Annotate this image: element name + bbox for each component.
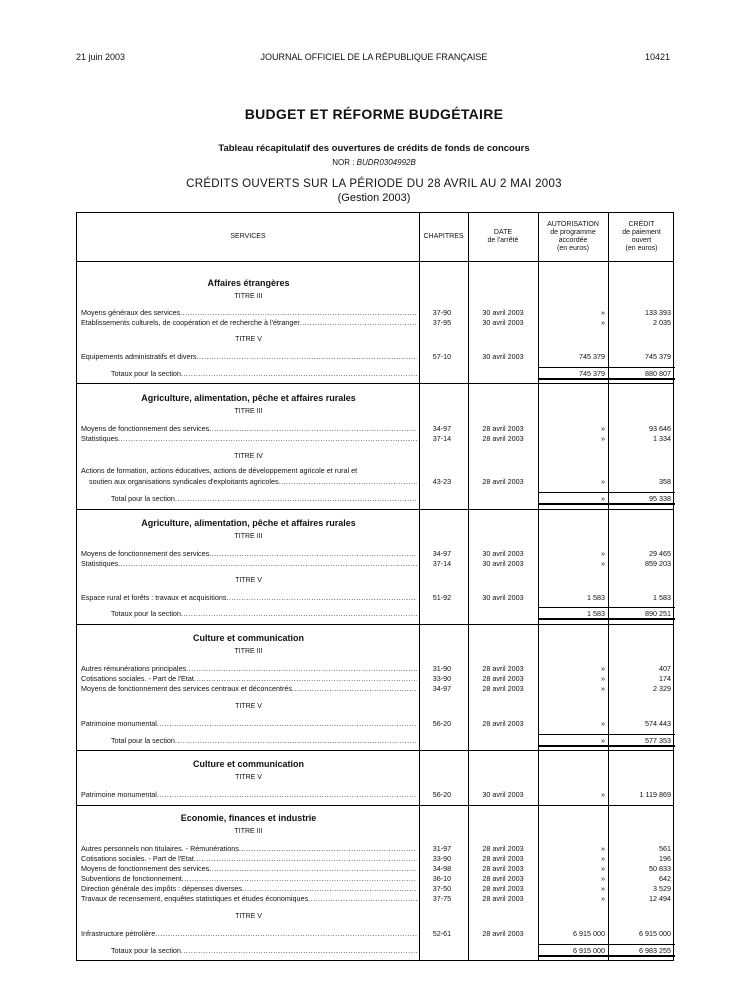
row-date: 30 avril 2003 (482, 308, 524, 317)
row-date: 28 avril 2003 (482, 929, 524, 938)
row-chapitre: 34-98 (432, 864, 452, 873)
table-row (77, 929, 675, 939)
row-date: 28 avril 2003 (482, 434, 524, 443)
table-row (77, 864, 675, 874)
row-date: 28 avril 2003 (482, 844, 524, 853)
row-autorisation: » (601, 477, 605, 486)
table-row (77, 854, 675, 864)
row-label: Moyens généraux des services ..... (81, 308, 417, 318)
row-chapitre: 51-92 (432, 593, 452, 602)
titre-heading: TITRE III (234, 293, 263, 300)
row-label: Subventions de fonctionnement ..... (81, 874, 417, 884)
row-label: Cotisations sociales. - Part de l'Etat ..... (81, 854, 417, 864)
row-date: 28 avril 2003 (482, 719, 524, 728)
nor-label: NOR : (332, 158, 355, 167)
section-separator (77, 805, 673, 806)
row-autorisation: » (601, 674, 605, 683)
section-title: Culture et communication (192, 759, 304, 769)
section-separator (77, 509, 673, 510)
section-title: Agriculture, alimentation, pêche et affaires rurales (141, 393, 356, 403)
row-credit: 133 393 (645, 308, 671, 317)
titre-heading: TITRE V (235, 774, 262, 781)
row-credit: 196 (659, 854, 671, 863)
total-label: Totaux pour la section ..... (111, 369, 417, 379)
row-autorisation: » (601, 424, 605, 433)
page-subtitle: Tableau récapitulatif des ouvertures de crédits de fonds de concours (218, 143, 530, 154)
row-credit: 6 915 000 (639, 929, 671, 938)
col-header-chapitres: CHAPITRES (423, 233, 464, 240)
row-chapitre: 33-90 (432, 854, 452, 863)
row-autorisation: » (601, 318, 605, 327)
total-credit: 577 353 (645, 736, 671, 745)
total-row (77, 494, 675, 504)
header-date: 21 juin 2003 (76, 52, 126, 62)
section-separator (77, 624, 673, 625)
row-label: Direction générale des impôts : dépenses diverses ..... (81, 884, 417, 894)
row-autorisation: » (601, 884, 605, 893)
row-label: Etablissements culturels, de coopération et de recherche à l'étranger ..... (81, 318, 417, 328)
row-chapitre: 37-50 (432, 884, 452, 893)
row-autorisation: » (601, 664, 605, 673)
table-row (77, 790, 675, 800)
row-autorisation: » (601, 559, 605, 568)
row-chapitre: 57-10 (432, 352, 452, 361)
row-chapitre: 34-97 (432, 424, 452, 433)
row-date: 28 avril 2003 (482, 664, 524, 673)
titre-heading: TITRE III (234, 828, 263, 835)
row-credit: 1 583 (653, 593, 671, 602)
row-label-line: Actions de formation, actions éducatives, actions de développement agricole et rural et (81, 466, 358, 475)
total-autorisation: 1 583 (587, 609, 605, 618)
total-credit: 95 338 (649, 494, 671, 503)
row-credit: 642 (659, 874, 671, 883)
row-chapitre: 31-90 (432, 664, 452, 673)
table-row (77, 719, 675, 729)
row-date: 28 avril 2003 (482, 424, 524, 433)
row-autorisation: » (601, 308, 605, 317)
section-title: Affaires étrangères (207, 278, 290, 288)
titre-heading: TITRE V (235, 703, 262, 710)
table-row (77, 674, 675, 684)
row-date: 30 avril 2003 (482, 593, 524, 602)
row-autorisation: » (601, 844, 605, 853)
row-credit: 859 203 (645, 559, 671, 568)
section-separator (77, 750, 673, 751)
titre-heading: TITRE III (234, 648, 263, 655)
section-title: Economie, finances et industrie (180, 813, 317, 823)
row-autorisation: » (601, 434, 605, 443)
credits-table (76, 212, 674, 961)
period-heading: CRÉDITS OUVERTS SUR LA PÉRIODE DU 28 AVRIL AU 2 MAI 2003 (186, 178, 562, 190)
row-credit: 12 494 (649, 894, 671, 903)
row-label: Autres personnels non titulaires. - Rémunérations ..... (81, 844, 417, 854)
total-label: Totaux pour la section ..... (111, 609, 417, 619)
row-autorisation: » (601, 549, 605, 558)
row-label: Moyens de fonctionnement des services ..... (81, 549, 417, 559)
row-label: Infrastructure pétrolière ..... (81, 929, 417, 939)
row-autorisation: » (601, 864, 605, 873)
row-label: Autres rémunérations principales ..... (81, 664, 417, 674)
row-credit: 1 334 (653, 434, 671, 443)
total-row (77, 736, 675, 746)
total-credit: 6 983 255 (639, 946, 671, 955)
total-credit: 880 807 (645, 369, 671, 378)
row-date: 28 avril 2003 (482, 884, 524, 893)
row-label: Cotisations sociales. - Part de l'Etat ..... (81, 674, 417, 684)
row-date: 30 avril 2003 (482, 790, 524, 799)
total-row (77, 609, 675, 619)
row-credit: 561 (659, 844, 671, 853)
row-chapitre: 34-97 (432, 549, 452, 558)
row-credit: 50 833 (649, 864, 671, 873)
table-row (77, 549, 675, 559)
row-autorisation: » (601, 719, 605, 728)
row-credit: 2 329 (653, 684, 671, 693)
titre-heading: TITRE IV (234, 453, 263, 460)
table-row (77, 593, 675, 603)
row-label: Equipements administratifs et divers ..... (81, 352, 417, 362)
row-chapitre: 43-23 (432, 477, 452, 486)
col-header-autorisation: AUTORISATION de programme accordée (en euros) (547, 221, 599, 252)
table-row (77, 664, 675, 674)
table-row (77, 424, 675, 434)
row-label: Patrimoine monumental ..... (81, 719, 417, 729)
section-separator (77, 383, 673, 384)
row-autorisation: » (601, 894, 605, 903)
row-autorisation: » (601, 684, 605, 693)
header-journal: JOURNAL OFFICIEL DE LA RÉPUBLIQUE FRANÇAISE (260, 52, 488, 62)
row-chapitre: 36-10 (432, 874, 452, 883)
row-date: 28 avril 2003 (482, 684, 524, 693)
row-credit: 3 529 (653, 884, 671, 893)
titre-heading: TITRE III (234, 408, 263, 415)
col-header-credit: CRÉDIT de paiement ouvert (en euros) (622, 221, 661, 252)
table-row (77, 352, 675, 362)
row-label: Moyens de fonctionnement des services ..... (81, 864, 417, 874)
row-credit: 574 443 (645, 719, 671, 728)
row-autorisation: 6 915 000 (573, 929, 605, 938)
row-label: Statistiques ..... (81, 559, 417, 569)
table-row (77, 308, 675, 318)
row-chapitre: 37-90 (432, 308, 452, 317)
row-chapitre: 37-14 (432, 559, 452, 568)
row-chapitre: 56-20 (432, 719, 452, 728)
row-autorisation: » (601, 790, 605, 799)
total-label: Total pour la section ..... (111, 736, 417, 746)
table-row (77, 884, 675, 894)
row-credit: 174 (659, 674, 671, 683)
row-credit: 745 379 (645, 352, 671, 361)
col-header-date: DATE de l'arrêté (487, 229, 519, 244)
total-row (77, 946, 675, 956)
table-row (77, 434, 675, 444)
row-chapitre: 56-20 (432, 790, 452, 799)
row-credit: 1 119 869 (639, 790, 671, 799)
total-autorisation: 6 915 000 (573, 946, 605, 955)
titre-heading: TITRE V (235, 577, 262, 584)
page-title: BUDGET ET RÉFORME BUDGÉTAIRE (244, 106, 504, 122)
table-row (77, 894, 675, 904)
row-date: 28 avril 2003 (482, 864, 524, 873)
row-label: Espace rural et forêts : travaux et acquisitions ..... (81, 593, 417, 603)
section-title: Culture et communication (192, 633, 304, 643)
row-credit: 358 (659, 477, 671, 486)
row-chapitre: 34-97 (432, 684, 452, 693)
table-row (77, 844, 675, 854)
row-date: 28 avril 2003 (482, 477, 524, 486)
row-autorisation: » (601, 874, 605, 883)
nor-value: BUDR0304992B (356, 158, 416, 167)
row-autorisation: 1 583 (587, 593, 605, 602)
row-credit: 29 465 (649, 549, 671, 558)
row-credit: 2 035 (653, 318, 671, 327)
row-label: Moyens de fonctionnement des services ..... (81, 424, 417, 434)
row-date: 28 avril 2003 (482, 854, 524, 863)
col-header-services: SERVICES (230, 233, 266, 240)
row-date: 30 avril 2003 (482, 318, 524, 327)
row-label: Moyens de fonctionnement des services centraux et déconcentrés ..... (81, 684, 417, 694)
row-date: 28 avril 2003 (482, 894, 524, 903)
section-title: Agriculture, alimentation, pêche et affaires rurales (141, 518, 356, 528)
row-date: 28 avril 2003 (482, 674, 524, 683)
total-label: Total pour la section ..... (111, 494, 417, 504)
row-autorisation: 745 379 (579, 352, 605, 361)
header-separator (77, 261, 673, 262)
row-date: 30 avril 2003 (482, 549, 524, 558)
total-credit: 890 251 (645, 609, 671, 618)
row-chapitre: 37-14 (432, 434, 452, 443)
total-autorisation: » (601, 736, 605, 745)
total-autorisation: » (601, 494, 605, 503)
titre-heading: TITRE III (234, 533, 263, 540)
header-page-number: 10421 (644, 52, 670, 62)
row-chapitre: 33-90 (432, 674, 452, 683)
row-chapitre: 31-97 (432, 844, 452, 853)
row-date: 30 avril 2003 (482, 559, 524, 568)
total-row (77, 369, 675, 379)
gestion-heading: (Gestion 2003) (337, 192, 411, 204)
table-row (77, 684, 675, 694)
titre-heading: TITRE V (235, 913, 262, 920)
row-autorisation: » (601, 854, 605, 863)
row-credit: 93 646 (649, 424, 671, 433)
table-row (77, 559, 675, 569)
row-date: 30 avril 2003 (482, 352, 524, 361)
table-row (77, 874, 675, 884)
titre-heading: TITRE V (235, 336, 262, 343)
total-autorisation: 745 379 (579, 369, 605, 378)
row-chapitre: 37-75 (432, 894, 452, 903)
table-row (77, 477, 675, 487)
row-credit: 407 (659, 664, 671, 673)
total-label: Totaux pour la section ..... (111, 946, 417, 956)
row-label: Statistiques ..... (81, 434, 417, 444)
table-row (77, 318, 675, 328)
nor-reference (0, 158, 748, 167)
row-label: Patrimoine monumental ..... (81, 790, 417, 800)
row-date: 28 avril 2003 (482, 874, 524, 883)
row-chapitre: 52-61 (432, 929, 452, 938)
row-label: Travaux de recensement, enquêtes statistiques et études économiques ..... (81, 894, 417, 904)
row-label: soutien aux organisations syndicales d'exploitants agricoles ..... (89, 477, 417, 487)
row-chapitre: 37-95 (432, 318, 452, 327)
